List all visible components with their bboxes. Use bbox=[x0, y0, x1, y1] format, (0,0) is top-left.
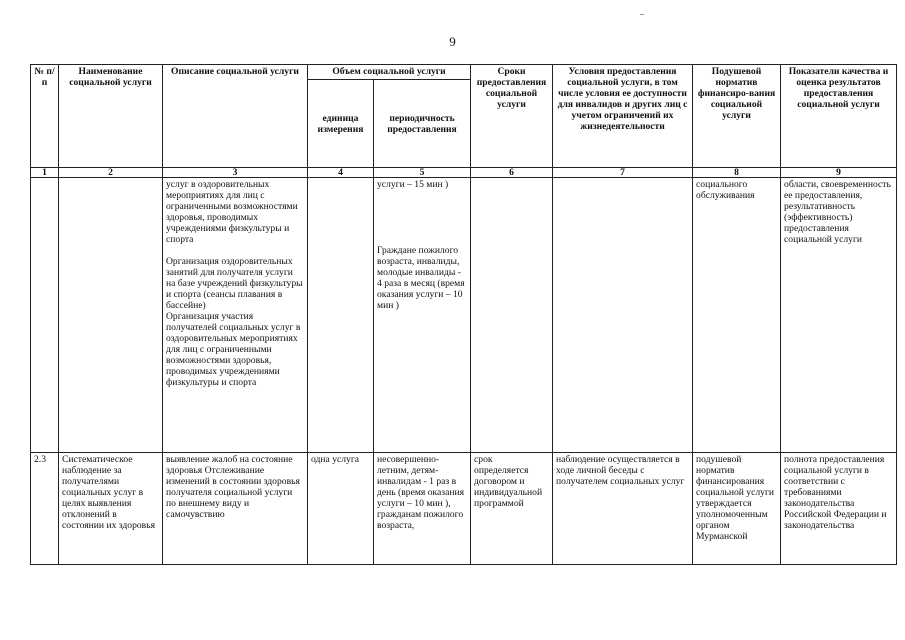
header-quality: Показатели качества и оценка результатов предоставления социальной услуги bbox=[781, 65, 897, 168]
header-terms: Сроки предоставления социальной услуги bbox=[471, 65, 553, 168]
page-number: 9 bbox=[449, 34, 456, 49]
cell-unit: одна услуга bbox=[308, 453, 374, 565]
cell-service-name: Систематическое наблюдение за получателями социальных услуг в целях выявления отклонений в состоянии их здоровья bbox=[59, 453, 163, 565]
services-table bbox=[30, 64, 897, 565]
header-conditions: Условия предоставления социальной услуги, в том числе условия ее доступности для инвалидов и других лиц с учетом ограничений их жизнедеятельности bbox=[553, 65, 693, 168]
cell-empty bbox=[59, 178, 163, 453]
column-number: 4 bbox=[308, 168, 374, 178]
cell-terms: срок определяется договором и индивидуальной программой bbox=[471, 453, 553, 565]
cell-quality: области, своевременность ее предоставления, результативность (эффективность) предоставления социальной услуги bbox=[781, 178, 897, 453]
cell-conditions: наблюдение осуществляется в ходе личной беседы с получателем социальных услуг bbox=[553, 453, 693, 565]
header-unit: единица измерения bbox=[308, 80, 374, 168]
header-row bbox=[31, 65, 897, 80]
cell-empty bbox=[31, 178, 59, 453]
column-number: 8 bbox=[693, 168, 781, 178]
column-number: 1 bbox=[31, 168, 59, 178]
description-part-3: Организация участия получателей социальных услуг в оздоровительных мероприятиях для лиц с ограниченными возможностями здоровья, проводимых учреждениями физкультуры и спорта bbox=[166, 311, 301, 388]
periodicity-part-2: Граждане пожилого возраста, инвалиды, молодые инвалиды - 4 раза в месяц (время оказания услуги – 10 мин ) bbox=[377, 245, 465, 311]
cell-description: выявление жалоб на состояние здоровья Отслеживание изменений в состоянии здоровья получателя социальной услуги по внешнему виду и самочувствию bbox=[163, 453, 308, 565]
periodicity-part-1: услуги – 15 мин ) bbox=[377, 179, 449, 190]
header-norm: Подушевой норматив финансиро-вания социальной услуги bbox=[693, 65, 781, 168]
header-service-name: Наименование социальной услуги bbox=[59, 65, 163, 168]
column-number: 5 bbox=[374, 168, 471, 178]
cell-description bbox=[163, 178, 308, 453]
column-number: 7 bbox=[553, 168, 693, 178]
cell-empty bbox=[471, 178, 553, 453]
table-row-continuation bbox=[31, 178, 897, 453]
column-number: 9 bbox=[781, 168, 897, 178]
cell-empty bbox=[553, 178, 693, 453]
column-number: 6 bbox=[471, 168, 553, 178]
cell-norm: социального обслуживания bbox=[693, 178, 781, 453]
cell-norm: подушевой норматив финансирования социальной услуги утверждается уполномоченным органом Мурманской bbox=[693, 453, 781, 565]
header-periodicity: периодичность предоставления bbox=[374, 80, 471, 168]
cell-periodicity bbox=[374, 178, 471, 453]
column-number: 2 bbox=[59, 168, 163, 178]
scan-speck bbox=[640, 14, 644, 15]
cell-number: 2.3 bbox=[31, 453, 59, 565]
header-number: № п/п bbox=[31, 65, 59, 168]
description-part-2: Организация оздоровительных занятий для получателя услуги на базе учреждений физкультуры и спорта (сеансы плавания в бассейне) bbox=[166, 256, 303, 311]
column-numbers-row bbox=[31, 168, 897, 178]
column-number: 3 bbox=[163, 168, 308, 178]
cell-periodicity: несовершенно-летним, детям-инвалидам - 1 раз в день (время оказания услуги – 10 мин ), гражданам пожилого возраста, bbox=[374, 453, 471, 565]
table-row-2-3 bbox=[31, 453, 897, 565]
description-part-1: услуг в оздоровительных мероприятиях для лиц с ограниченными возможностями здоровья, проводимых учреждениями физкультуры и спорта bbox=[166, 179, 298, 245]
header-volume: Объем социальной услуги bbox=[308, 65, 471, 80]
cell-quality: полнота предоставления социальной услуги в соответствии с требованиями законодательства Российской Федерации и законодательства bbox=[781, 453, 897, 565]
cell-empty bbox=[308, 178, 374, 453]
header-description: Описание социальной услуги bbox=[163, 65, 308, 168]
